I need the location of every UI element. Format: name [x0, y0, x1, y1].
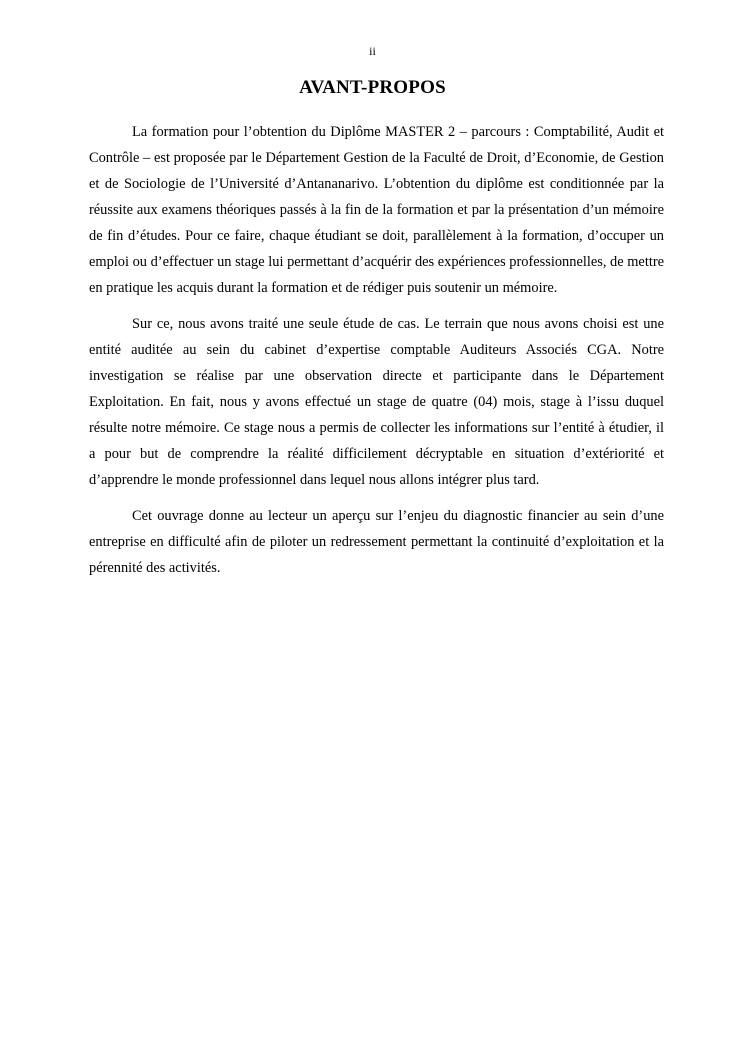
paragraph-ouvrage: Cet ouvrage donne au lecteur un aperçu sur l’enjeu du diagnostic financier au sein d’une entreprise en difficulté afin de piloter un redressement permettant la continuité d’exploitation et la pérennité des activités.	[89, 508, 664, 576]
page-number: ii	[369, 44, 376, 58]
paragraph-formation: La formation pour l’obtention du Diplôme MASTER 2 – parcours : Comptabilité, Audit et Contrôle – est proposée par le Département Gestion de la Faculté de Droit, d’Economie, de Gestion et de Sociologie de l’Université d’Antananarivo. L’obtention du diplôme est conditionnée par la réussite aux examens théoriques passés à la fin de la formation et par la présentation d’un mémoire de fin d’études. Pour ce faire, chaque étudiant se doit, parallèlement à la formation, d’occuper un emploi ou d’effectuer un stage lui permettant d’acquérir des expériences professionnelles, de mettre en pratique les acquis durant la formation et de rédiger puis soutenir un mémoire.	[89, 124, 664, 296]
page-title: AVANT-PROPOS	[299, 77, 446, 98]
body-text	[89, 119, 664, 591]
paragraph-etude-de-cas: Sur ce, nous avons traité une seule étude de cas. Le terrain que nous avons choisi est une entité auditée au sein du cabinet d’expertise comptable Auditeurs Associés CGA. Notre investigation se réalise par une observation directe et participante dans le Département Exploitation. En fait, nous y avons effectué un stage de quatre (04) mois, stage à l’issu duquel résulte notre mémoire. Ce stage nous a permis de collecter les informations sur l’entité à étudier, il a pour but de comprendre la réalité difficilement décryptable en situation d’extériorité et d’apprendre le monde professionnel dans lequel nous allons intégrer plus tard.	[89, 316, 664, 488]
